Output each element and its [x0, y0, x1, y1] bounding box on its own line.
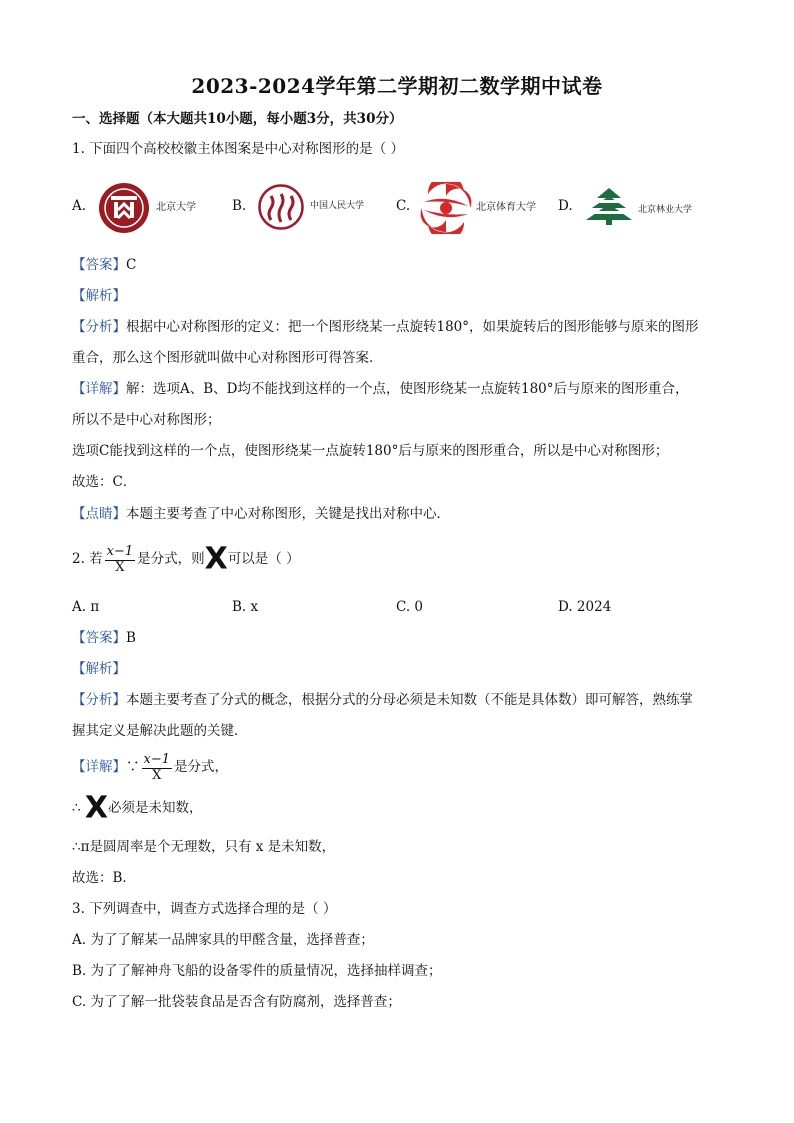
q2-fenxi-cont: 握其定义是解决此题的关键．	[72, 723, 248, 739]
answer-value: B	[126, 630, 136, 646]
q2-option-a: A. π	[72, 599, 100, 615]
answer-value: C	[126, 257, 137, 273]
xiangjie-tag: 【详解】	[72, 381, 126, 397]
ruc-logo-icon	[258, 184, 304, 230]
section-heading: 一、选择题（本大题共10小题，每小题3分，共30分）	[72, 111, 403, 127]
q1-analysis-tag: 【解析】	[72, 288, 126, 304]
q1-options	[72, 180, 732, 234]
fraction	[142, 752, 173, 783]
q3-option-b: B. 为了了解神舟飞船的设备零件的质量情况，选择抽样调查；	[72, 963, 442, 979]
q3-stem: 3. 下列调查中，调查方式选择合理的是（ ）	[72, 901, 337, 917]
because-symbol: ∵	[126, 759, 140, 775]
dianjing-tag: 【点睛】	[72, 506, 126, 522]
q2-choose: 故选：B．	[72, 870, 136, 886]
option-letter: B.	[232, 198, 247, 214]
xiangjie-text: 是分式，	[174, 759, 228, 775]
q2-option-c: C. 0	[396, 599, 424, 615]
q1-xiangjie-l3: 选项C能找到这样的一个点，使图形绕某一点旋转180°后与原来的图形重合，所以是中心对称图形；	[72, 443, 669, 459]
q2-fenxi	[72, 691, 693, 709]
q2-must-unknown	[72, 790, 203, 826]
q1-answer	[72, 256, 136, 274]
bfu-logo-icon	[584, 186, 634, 226]
fenxi-text: 本题主要考查了分式的概念，根据分式的分母必须是未知数（不能是具体数）即可解答，熟练掌	[126, 692, 693, 708]
q3-option-c: C. 为了了解一批袋装食品是否含有防腐剂，选择普查；	[72, 994, 401, 1010]
therefore-symbol: ∴	[72, 800, 81, 816]
q1-xiangjie	[72, 380, 689, 398]
fraction-numerator: x−1	[106, 544, 134, 559]
q2-mid: 是分式，则	[137, 551, 205, 567]
option-letter: D.	[558, 198, 573, 214]
big-x-symbol: X	[204, 541, 228, 577]
q2-stem	[72, 542, 300, 576]
option-letter: A.	[72, 198, 87, 214]
fraction-denominator: X	[115, 560, 125, 575]
pku-logo-icon	[98, 182, 150, 234]
q2-xiangjie	[72, 750, 228, 784]
fraction	[105, 544, 136, 575]
q2-answer	[72, 629, 136, 647]
q1-xiangjie-l2: 所以不是中心对称图形；	[72, 412, 221, 428]
q1-xiangjie-l4: 故选：C．	[72, 474, 137, 490]
bsu-logo-icon	[420, 182, 472, 234]
fraction-denominator: X	[152, 768, 162, 783]
q2-option-b: B. x	[232, 599, 259, 615]
fenxi-tag: 【分析】	[72, 692, 126, 708]
fraction-numerator: x−1	[143, 752, 170, 767]
q2-analysis-tag: 【解析】	[72, 661, 126, 677]
q2-suffix: 可以是（ ）	[227, 551, 300, 567]
logo-label: 北京林业大学	[638, 205, 693, 215]
answer-tag: 【答案】	[72, 630, 126, 646]
answer-tag: 【答案】	[72, 257, 126, 273]
q1-fenxi-cont: 重合，那么这个图形就叫做中心对称图形可得答案．	[72, 350, 383, 366]
q3-option-a: A. 为了了解某一品牌家具的甲醛含量，选择普查；	[72, 932, 374, 948]
logo-label: 中国人民大学	[310, 201, 365, 211]
q2-pi-line: ∴π是圆周率是个无理数，只有 x 是未知数，	[72, 839, 336, 855]
q2-option-d: D. 2024	[558, 599, 612, 615]
q2-prefix: 2. 若	[72, 551, 103, 567]
logo-label: 北京体育大学	[476, 202, 536, 213]
fenxi-text: 根据中心对称图形的定义：把一个图形绕某一点旋转180°，如果旋转后的图形能够与原来的图形	[126, 319, 699, 335]
dianjing-text: 本题主要考查了中心对称图形，关键是找出对称中心．	[126, 506, 450, 522]
xiangjie-tag: 【详解】	[72, 759, 126, 775]
xiangjie-text: 解：选项A、B、D均不能找到这样的一个点，使图形绕某一点旋转180°后与原来的图形重合，	[126, 381, 689, 397]
logo-label: 北京大学	[156, 202, 196, 213]
page-title: 2023-2024学年第二学期初二数学期中试卷	[191, 74, 603, 98]
q1-dianjing	[72, 505, 450, 523]
big-x-symbol: X	[84, 790, 109, 826]
xiangjie-text: 必须是未知数，	[108, 800, 203, 816]
option-letter: C.	[396, 198, 411, 214]
q1-fenxi	[72, 318, 699, 336]
fenxi-tag: 【分析】	[72, 319, 126, 335]
q1-stem: 1. 下面四个高校校徽主体图案是中心对称图形的是（ ）	[72, 141, 404, 157]
